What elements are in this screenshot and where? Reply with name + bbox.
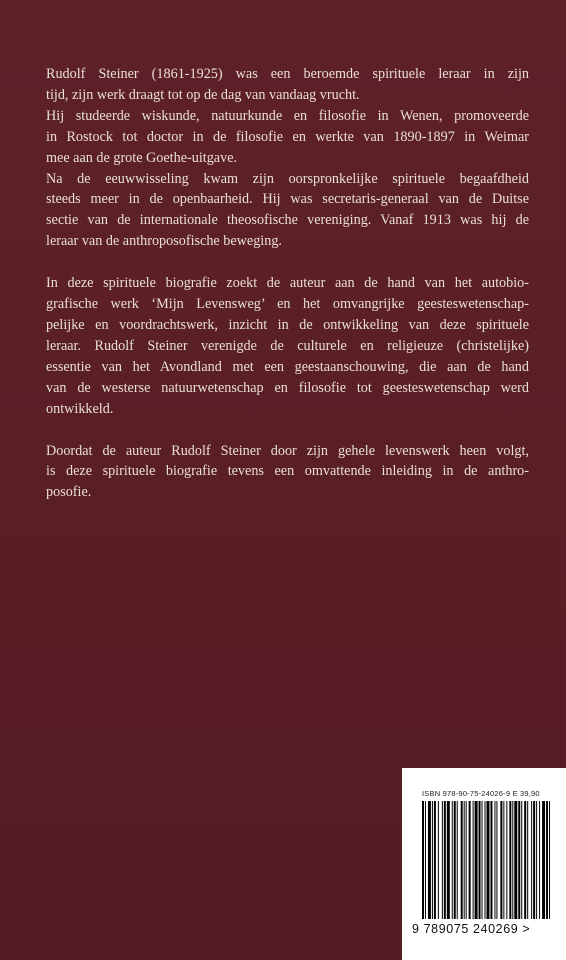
text-line: In deze spirituele biografie zoekt de auteur aan de hand van het autobio- [46,275,529,292]
text-line: Doordat de auteur Rudolf Steiner door zijn gehele levenswerk heen volgt, [46,442,529,459]
text-line: leraar. Rudolf Steiner verenigde de culturele en religieuze (christelijke) [46,337,529,354]
text-line: tijd, zijn werk draagt tot op de dag van vandaag vrucht. [46,86,360,103]
barcode-icon [422,801,552,919]
text-line: sectie van de internationale theosofische vereniging. Vanaf 1913 was hij de [46,212,529,229]
text-line: pelijke en voordrachtswerk, inzicht in de ontwikkeling van deze spirituele [46,316,529,333]
text-line: Hij studeerde wiskunde, natuurkunde en filosofie in Wenen, promoveerde [46,107,529,124]
text-line: mee aan de grote Goethe-uitgave. [46,149,238,166]
text-line: grafische werk ‘Mijn Levensweg’ en het omvangrijke geesteswetenschap- [46,296,529,313]
blurb-paragraph-1 [46,64,529,252]
barcode-label [402,768,566,960]
text-line: Na de eeuwwisseling kwam zijn oorspronkelijke spirituele begaafdheid [46,170,529,187]
text-line: posofie. [46,484,92,501]
text-line: steeds meer in de openbaarheid. Hij was secretaris-generaal van de Duitse [46,191,529,208]
blurb-paragraph-2 [46,273,529,419]
text-line: essentie van het Avondland met een geestaanschouwing, die aan de hand [46,358,529,375]
blurb-paragraph-3 [46,441,529,504]
text-line: is deze spirituele biografie tevens een omvattende inleiding in de anthro- [46,463,529,480]
text-line: leraar van de anthroposofische beweging. [46,233,282,250]
blurb-text [46,64,529,503]
text-line: in Rostock tot doctor in de filosofie en werkte van 1890-1897 in Weimar [46,128,529,145]
text-line: Rudolf Steiner (1861-1925) was een beroemde spirituele leraar in zijn [46,66,529,82]
isbn-price-text: ISBN 978-90-75-24026-9 E 39,90 [422,789,540,798]
barcode-digits: 9 789075 240269 > [412,922,531,936]
text-line: van de westerse natuurwetenschap en filosofie tot geesteswetenschap werd [46,379,529,396]
text-line: ontwikkeld. [46,400,114,417]
